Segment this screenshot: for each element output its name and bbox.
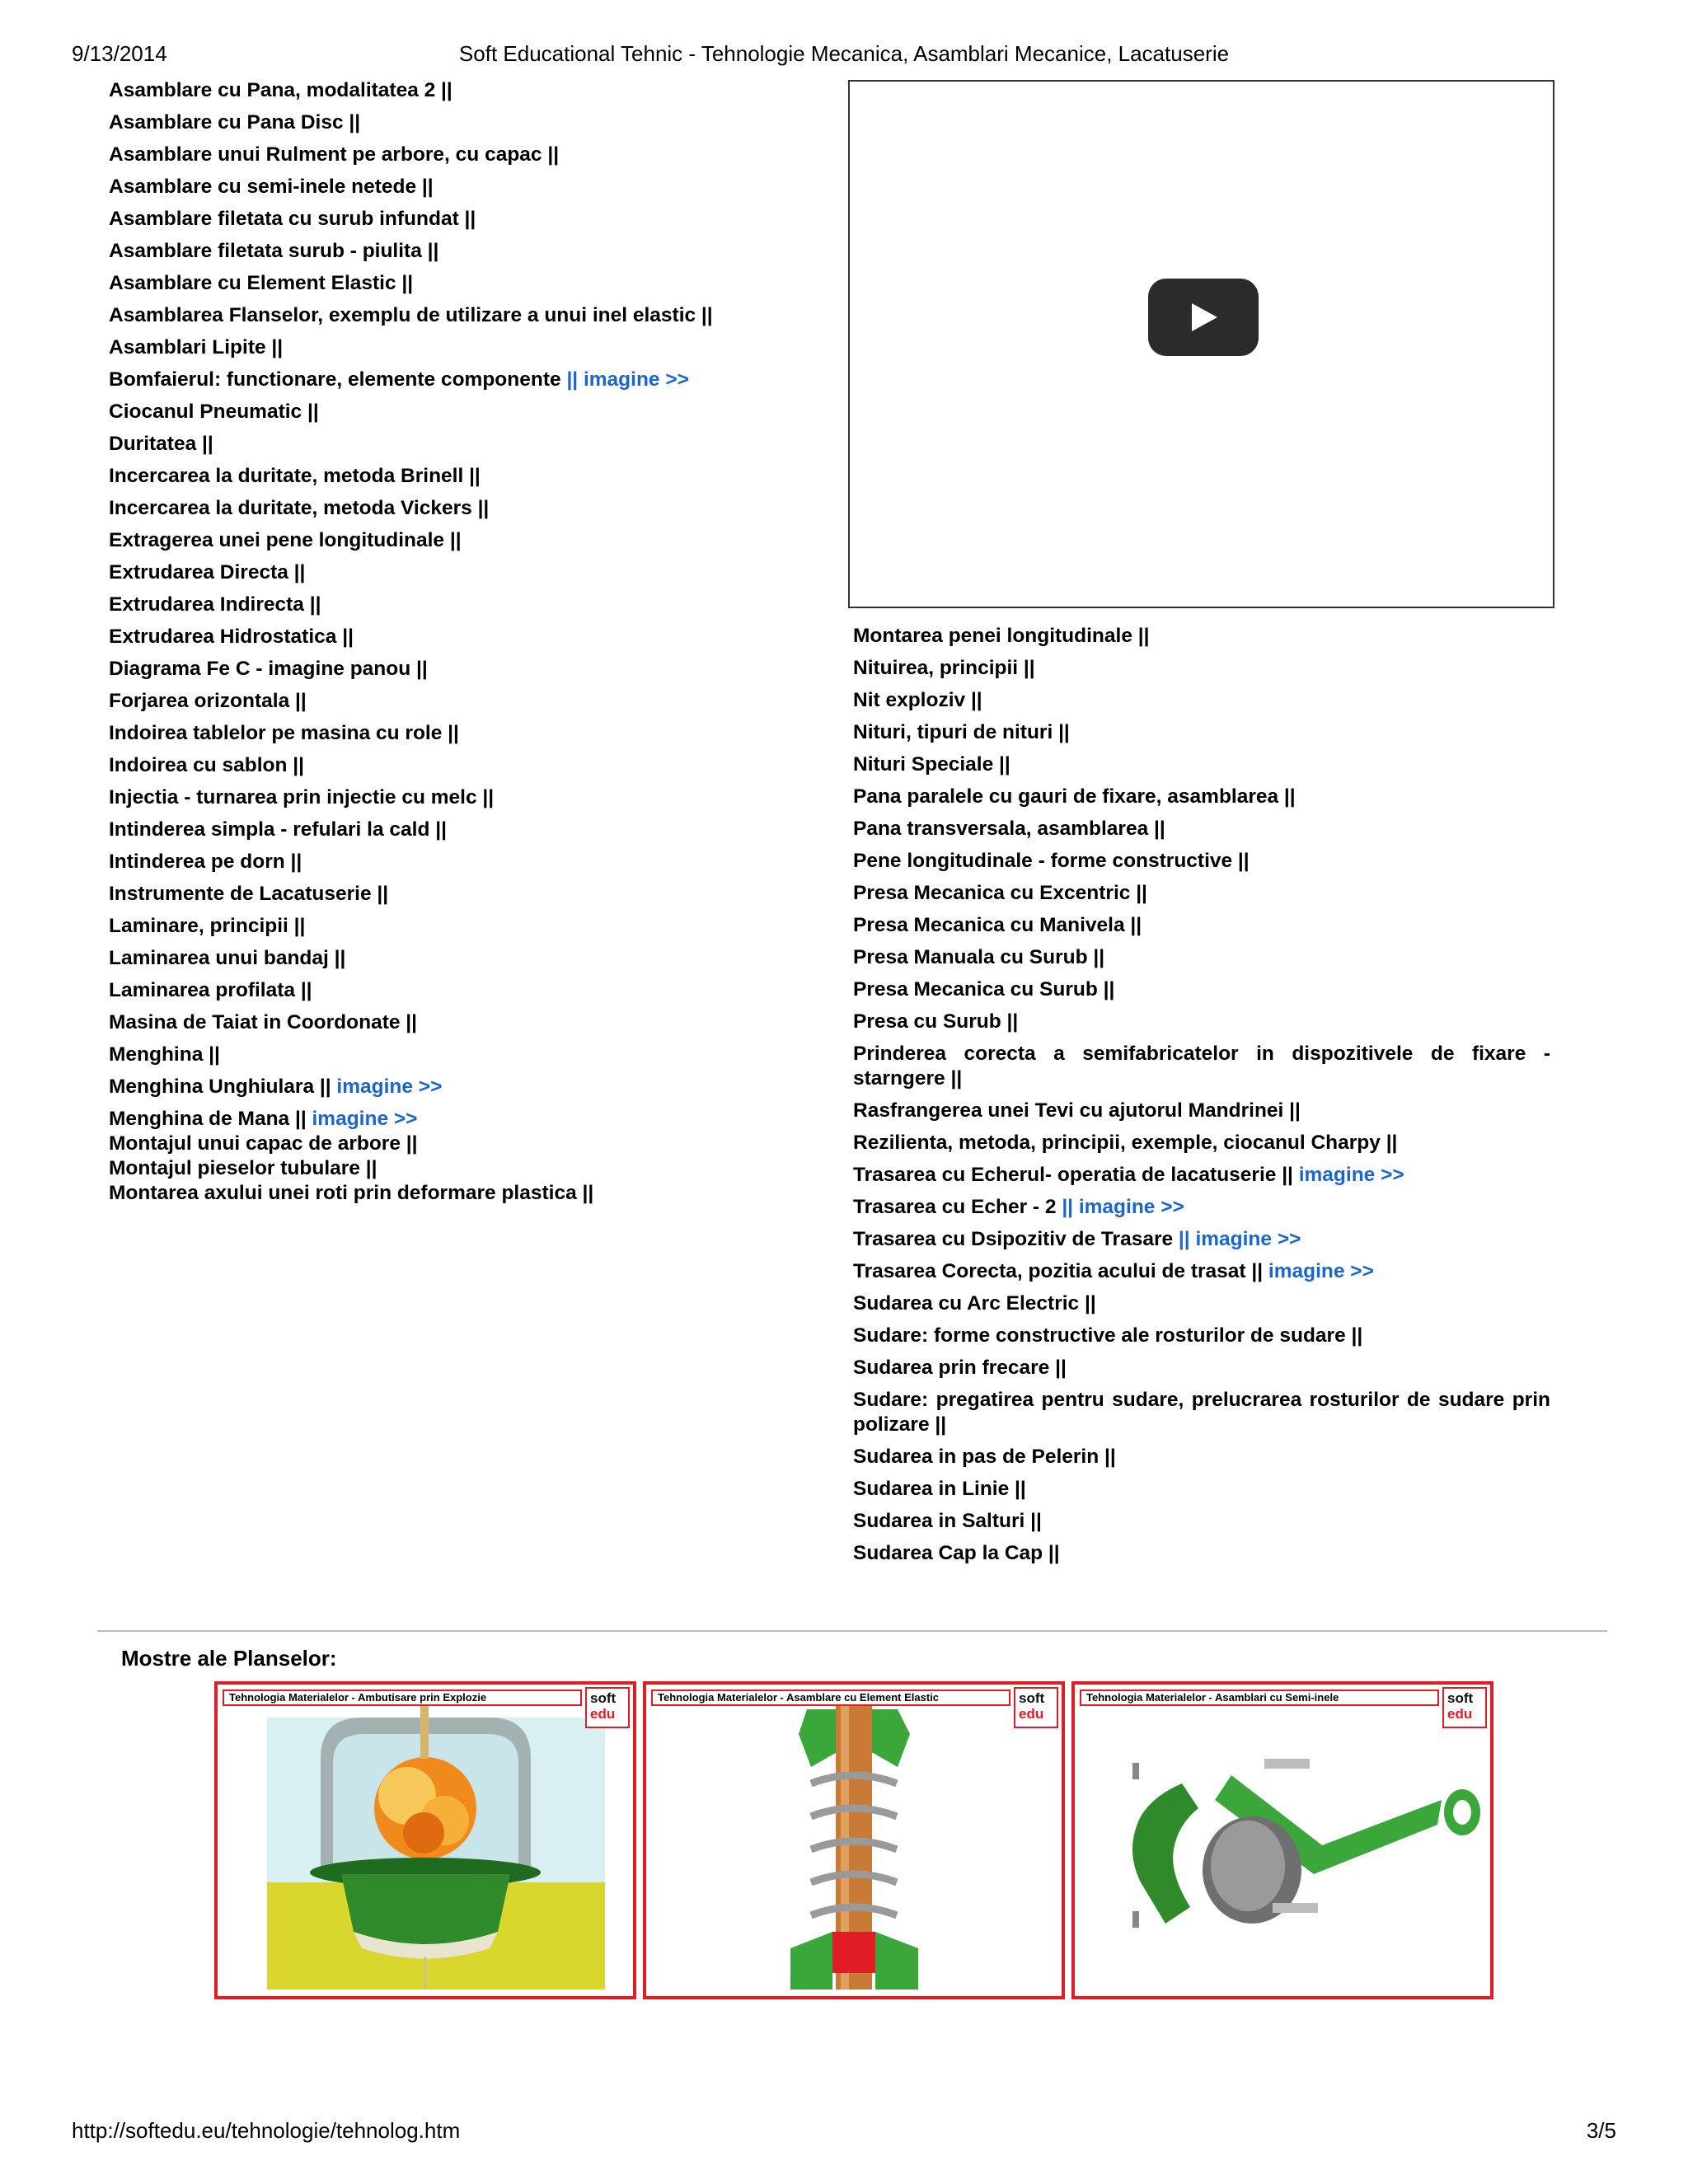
list-item-label[interactable]: Menghina || bbox=[109, 1043, 220, 1066]
list-item-label[interactable]: Asamblare unui Rulment pe arbore, cu capac || bbox=[109, 143, 560, 166]
list-item[interactable] bbox=[853, 977, 1550, 1002]
list-item-label[interactable]: Pana paralele cu gauri de fixare, asamblarea || bbox=[853, 785, 1296, 808]
list-item[interactable] bbox=[109, 496, 834, 521]
list-item[interactable] bbox=[853, 945, 1550, 970]
list-item[interactable] bbox=[109, 1181, 834, 1206]
list-item[interactable] bbox=[109, 978, 834, 1003]
list-item[interactable] bbox=[109, 560, 834, 585]
list-item[interactable] bbox=[109, 753, 834, 778]
list-item-label[interactable]: Presa Mecanica cu Excentric || bbox=[853, 882, 1147, 904]
list-item[interactable] bbox=[853, 1445, 1550, 1469]
list-item[interactable] bbox=[109, 110, 834, 135]
list-item[interactable] bbox=[853, 1388, 1550, 1437]
list-item[interactable] bbox=[853, 785, 1550, 809]
list-item-label[interactable]: Sudare: pregatirea pentru sudare, prelucrarea rosturilor de sudare prin polizare || bbox=[853, 1389, 1550, 1436]
list-item-label[interactable]: Ciocanul Pneumatic || bbox=[109, 401, 319, 423]
list-item[interactable] bbox=[853, 1195, 1550, 1220]
list-item-label[interactable]: Laminare, principii || bbox=[109, 915, 306, 937]
list-item[interactable] bbox=[109, 785, 834, 810]
list-item-label[interactable]: Indoirea tablelor pe masina cu role || bbox=[109, 722, 459, 744]
list-item-label[interactable]: Extrudarea Indirecta || bbox=[109, 593, 321, 616]
page-url: http://softedu.eu/tehnologie/tehnolog.htm bbox=[72, 2118, 461, 2143]
right-link-list bbox=[853, 624, 1550, 1573]
list-item[interactable] bbox=[853, 1099, 1550, 1123]
section-divider bbox=[97, 1630, 1607, 1632]
list-item[interactable] bbox=[853, 913, 1550, 938]
list-item[interactable] bbox=[109, 657, 834, 682]
list-item-label[interactable]: Sudare: forme constructive ale rosturilor de sudare || bbox=[853, 1324, 1363, 1347]
list-item-label[interactable]: Bomfaierul: functionare, elemente componente bbox=[109, 368, 567, 391]
list-item[interactable] bbox=[109, 303, 834, 328]
thumbnail-caption: Tehnologia Materialelor - Ambutisare prin Explozie bbox=[223, 1690, 582, 1706]
list-item-label[interactable]: Asamblare filetata surub - piulita || bbox=[109, 240, 439, 262]
list-item-label[interactable]: Nituirea, principii || bbox=[853, 657, 1035, 679]
list-item-label[interactable]: Laminarea profilata || bbox=[109, 979, 312, 1001]
list-item-label[interactable]: Montarea penei longitudinale || bbox=[853, 625, 1150, 647]
list-item[interactable] bbox=[853, 1163, 1550, 1188]
softedu-logo: soft edu bbox=[1442, 1687, 1487, 1728]
list-item[interactable] bbox=[109, 946, 834, 971]
list-item[interactable] bbox=[853, 1042, 1550, 1091]
list-item-label[interactable]: Indoirea cu sablon || bbox=[109, 754, 304, 776]
list-item-label[interactable]: Masina de Taiat in Coordonate || bbox=[109, 1011, 417, 1033]
list-item-label[interactable]: Extrudarea Hidrostatica || bbox=[109, 626, 354, 648]
list-item-label[interactable]: Incercarea la duritate, metoda Vickers || bbox=[109, 497, 490, 519]
list-item[interactable] bbox=[109, 335, 834, 360]
list-item[interactable] bbox=[109, 175, 834, 199]
list-item[interactable] bbox=[109, 914, 834, 939]
list-item-label[interactable]: Nit exploziv || bbox=[853, 689, 982, 711]
list-item-label[interactable]: Presa Manuala cu Surub || bbox=[853, 946, 1105, 968]
list-item[interactable] bbox=[853, 1356, 1550, 1380]
elastic-element-illustration bbox=[646, 1685, 1062, 1996]
list-item-label[interactable]: Asamblare cu Pana Disc || bbox=[109, 111, 361, 134]
list-item-label[interactable]: Asamblarea Flanselor, exemplu de utilizare a unui inel elastic || bbox=[109, 304, 713, 326]
list-item[interactable] bbox=[109, 528, 834, 553]
list-item-label[interactable]: Pene longitudinale - forme constructive || bbox=[853, 850, 1250, 872]
page-number: 3/5 bbox=[1586, 2118, 1616, 2143]
list-item-label[interactable]: Sudarea in pas de Pelerin || bbox=[853, 1446, 1116, 1468]
list-item-label[interactable]: Nituri, tipuri de nituri || bbox=[853, 721, 1070, 743]
list-item[interactable] bbox=[109, 1156, 834, 1181]
list-item-label[interactable]: Sudarea prin frecare || bbox=[853, 1357, 1067, 1379]
list-item-label[interactable]: Asamblare filetata cu surub infundat || bbox=[109, 208, 476, 230]
list-item[interactable] bbox=[109, 400, 834, 424]
list-item-label[interactable]: Trasarea cu Echerul- operatia de lacatuserie || bbox=[853, 1164, 1299, 1186]
list-item[interactable] bbox=[109, 593, 834, 617]
list-item[interactable] bbox=[853, 688, 1550, 713]
thumbnail-caption: Tehnologia Materialelor - Asamblari cu Semi-inele bbox=[1080, 1690, 1439, 1706]
image-link[interactable]: || imagine >> bbox=[1062, 1196, 1184, 1218]
list-item[interactable] bbox=[853, 1259, 1550, 1284]
list-item-label[interactable]: Sudarea cu Arc Electric || bbox=[853, 1292, 1096, 1315]
list-item-label[interactable]: Presa cu Surub || bbox=[853, 1010, 1019, 1033]
list-item[interactable] bbox=[853, 1227, 1550, 1252]
list-item[interactable] bbox=[109, 1107, 834, 1132]
list-item-label[interactable]: Asamblare cu semi-inele netede || bbox=[109, 176, 434, 198]
list-item-label[interactable]: Instrumente de Lacatuserie || bbox=[109, 883, 389, 905]
video-player[interactable] bbox=[848, 80, 1554, 608]
list-item[interactable] bbox=[109, 78, 834, 103]
list-item-label[interactable]: Sudarea in Salturi || bbox=[853, 1510, 1042, 1532]
list-item-label[interactable]: Extragerea unei pene longitudinale || bbox=[109, 529, 462, 551]
left-link-list bbox=[109, 78, 834, 1206]
list-item[interactable] bbox=[109, 207, 834, 232]
list-item[interactable] bbox=[853, 1131, 1550, 1155]
image-link[interactable]: imagine >> bbox=[336, 1076, 443, 1098]
list-item-label[interactable]: Asamblare cu Pana, modalitatea 2 || bbox=[109, 79, 452, 101]
play-button[interactable] bbox=[1148, 279, 1259, 356]
thumbnail-caption: Tehnologia Materialelor - Asamblare cu Element Elastic bbox=[651, 1690, 1010, 1706]
list-item-label[interactable]: Nituri Speciale || bbox=[853, 753, 1010, 776]
list-item-label[interactable]: Duritatea || bbox=[109, 433, 213, 455]
list-item[interactable] bbox=[109, 818, 834, 842]
list-item-label[interactable]: Asamblare cu Element Elastic || bbox=[109, 272, 414, 294]
list-item[interactable] bbox=[109, 271, 834, 296]
list-item-label[interactable]: Pana transversala, asamblarea || bbox=[853, 818, 1165, 840]
image-link[interactable]: imagine >> bbox=[1268, 1260, 1374, 1282]
list-item[interactable] bbox=[853, 624, 1550, 649]
thumbnail-semi-rings[interactable] bbox=[1071, 1681, 1493, 1999]
list-item-label[interactable]: Intinderea pe dorn || bbox=[109, 851, 302, 873]
list-item-label[interactable]: Incercarea la duritate, metoda Brinell || bbox=[109, 465, 481, 487]
list-item[interactable] bbox=[853, 1509, 1550, 1534]
list-item-label[interactable]: Trasarea cu Dsipozitiv de Trasare bbox=[853, 1228, 1179, 1250]
play-icon bbox=[1148, 279, 1259, 356]
image-link[interactable]: imagine >> bbox=[312, 1108, 418, 1130]
list-item-label[interactable]: Rezilienta, metoda, principii, exemple, ciocanul Charpy || bbox=[853, 1132, 1398, 1154]
list-item[interactable] bbox=[109, 850, 834, 874]
list-item[interactable] bbox=[109, 432, 834, 457]
list-item-label[interactable]: Montajul pieselor tubulare || bbox=[109, 1157, 377, 1179]
list-item-label[interactable]: Sudarea in Linie || bbox=[853, 1478, 1026, 1500]
list-item[interactable] bbox=[109, 1043, 834, 1067]
list-item-label[interactable]: Trasarea Corecta, pozitia acului de trasat || bbox=[853, 1260, 1268, 1282]
semi-rings-illustration bbox=[1075, 1685, 1490, 1996]
list-item[interactable] bbox=[109, 882, 834, 907]
thumbnail-elastic-element[interactable] bbox=[643, 1681, 1065, 1999]
list-item[interactable] bbox=[109, 1132, 834, 1156]
list-item[interactable] bbox=[853, 1324, 1550, 1348]
list-item[interactable] bbox=[109, 721, 834, 746]
list-item-label[interactable]: Diagrama Fe C - imagine panou || bbox=[109, 658, 428, 680]
list-item[interactable] bbox=[853, 752, 1550, 777]
list-item-label[interactable]: Menghina de Mana || bbox=[109, 1108, 312, 1130]
samples-heading: Mostre ale Planselor: bbox=[121, 1646, 337, 1671]
list-item[interactable] bbox=[853, 720, 1550, 745]
image-link[interactable]: || imagine >> bbox=[1178, 1228, 1301, 1250]
list-item[interactable] bbox=[109, 689, 834, 714]
list-item[interactable] bbox=[853, 656, 1550, 681]
list-item-label[interactable]: Presa Mecanica cu Manivela || bbox=[853, 914, 1142, 936]
image-link[interactable]: imagine >> bbox=[1298, 1164, 1404, 1186]
list-item[interactable] bbox=[109, 1075, 834, 1099]
softedu-logo: soft edu bbox=[585, 1687, 630, 1728]
list-item[interactable] bbox=[853, 1291, 1550, 1316]
list-item-label[interactable]: Prinderea corecta a semifabricatelor in dispozitivele de fixare - starngere || bbox=[853, 1043, 1550, 1090]
list-item-label[interactable]: Trasarea cu Echer - 2 bbox=[853, 1196, 1062, 1218]
list-item-label[interactable]: Asamblari Lipite || bbox=[109, 336, 284, 359]
print-date: 9/13/2014 bbox=[72, 41, 167, 66]
list-item[interactable] bbox=[853, 1477, 1550, 1502]
page-title: Soft Educational Tehnic - Tehnologie Mecanica, Asamblari Mecanice, Lacatuserie bbox=[458, 41, 1230, 66]
list-item[interactable] bbox=[853, 817, 1550, 841]
list-item[interactable] bbox=[853, 849, 1550, 874]
list-item[interactable] bbox=[109, 1010, 834, 1035]
list-item-label[interactable]: Presa Mecanica cu Surub || bbox=[853, 978, 1115, 1001]
list-item-label[interactable]: Injectia - turnarea prin injectie cu melc || bbox=[109, 786, 495, 808]
thumbnail-explosion-forming[interactable] bbox=[214, 1681, 636, 1999]
image-link[interactable]: || imagine >> bbox=[566, 368, 689, 391]
list-item[interactable] bbox=[109, 368, 834, 392]
list-item-label[interactable]: Extrudarea Directa || bbox=[109, 561, 306, 583]
list-item[interactable] bbox=[853, 1541, 1550, 1566]
list-item[interactable] bbox=[109, 143, 834, 167]
list-item-label[interactable]: Rasfrangerea unei Tevi cu ajutorul Mandrinei || bbox=[853, 1099, 1301, 1122]
list-item[interactable] bbox=[109, 239, 834, 264]
list-item-label[interactable]: Montajul unui capac de arbore || bbox=[109, 1132, 418, 1155]
list-item[interactable] bbox=[109, 464, 834, 489]
list-item[interactable] bbox=[853, 1010, 1550, 1034]
list-item[interactable] bbox=[109, 625, 834, 649]
softedu-logo: soft edu bbox=[1014, 1687, 1058, 1728]
list-item-label[interactable]: Sudarea Cap la Cap || bbox=[853, 1542, 1060, 1564]
list-item-label[interactable]: Intinderea simpla - refulari la cald || bbox=[109, 818, 447, 841]
list-item-label[interactable]: Montarea axului unei roti prin deformare plastica || bbox=[109, 1182, 594, 1204]
list-item-label[interactable]: Menghina Unghiulara || bbox=[109, 1076, 337, 1098]
explosion-forming-illustration bbox=[218, 1685, 633, 1996]
list-item-label[interactable]: Forjarea orizontala || bbox=[109, 690, 307, 712]
list-item[interactable] bbox=[853, 881, 1550, 906]
list-item-label[interactable]: Laminarea unui bandaj || bbox=[109, 947, 346, 969]
